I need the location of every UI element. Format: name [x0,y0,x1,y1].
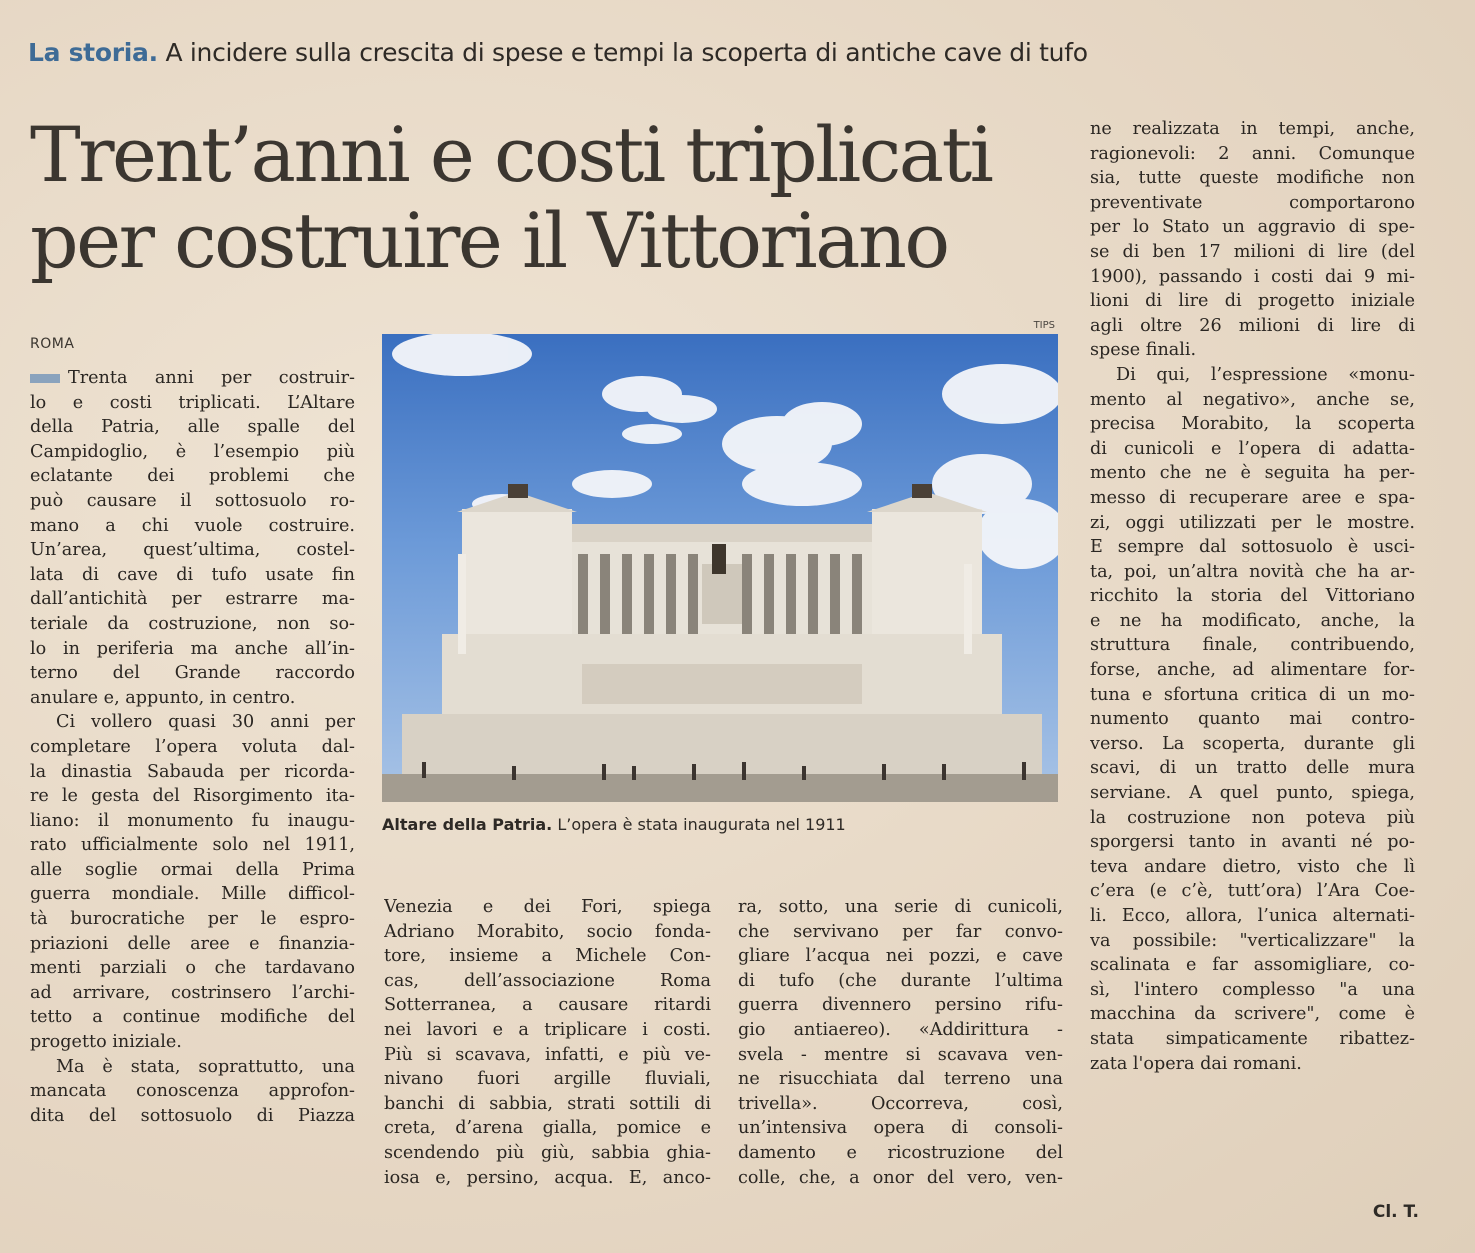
column-line: della Patria, alle spalle del [30,417,355,438]
column-line: nivano fuori argille fluviali, [384,1069,711,1090]
caption-text: L’opera è stata inaugurata nel 1911 [557,815,846,834]
column-line: sporgersi tanto in avanti né po- [1090,832,1415,853]
kicker-text: A incidere sulla crescita di spese e tempi la scoperta di antiche cave di tufo [165,38,1088,67]
column-line: gio antiaereo). «Addirittura - [738,1019,1063,1040]
column-line: mento che ne è seguita ha per- [1090,463,1415,484]
column-line: Un’area, quest’ultima, costel- [30,540,355,561]
column-line: teriale da costruzione, non so- [30,613,355,634]
column-line: progetto iniziale. [30,1032,182,1053]
column-line: E sempre dal sottosuolo è usci- [1090,537,1415,558]
column-line: c’era (e c’è, tutt’ora) l’Ara Coe- [1090,881,1415,902]
column-line: Trenta anni per costruir- [30,366,355,391]
column-line: dita del sottosuolo di Piazza [30,1105,355,1126]
monument [382,484,1058,802]
caption-title: Altare della Patria. [382,815,553,834]
article-column-4 [1090,117,1415,1076]
article-column-1 [30,366,355,1128]
column-line: struttura finale, contribuendo, [1090,635,1415,656]
author-signature: Cl. T. [1372,1202,1419,1222]
column-line: di cunicoli e l’opera di adatta- [1090,438,1415,459]
column-line: banchi di sabbia, strati sottili di [384,1093,711,1114]
column-line: 1900), passando i costi dai 9 mi- [1090,266,1415,287]
column-line: trivella». Occorreva, così, [738,1093,1063,1114]
column-line: Sotterranea, a causare ritardi [384,995,711,1016]
column-line: può causare il sottosuolo ro- [30,490,355,511]
column-line: ne realizzata in tempi, anche, [1090,119,1415,139]
column-line: liano: il monumento fu inaugu- [30,810,355,831]
column-line: guerra mondiale. Mille difficol- [30,884,355,905]
column-line: Di qui, l’espressione «monu- [1116,364,1415,385]
column-line: tuna e sfortuna critica di un mo- [1090,684,1415,705]
column-line: spese finali. [1090,340,1197,361]
column-line: mancata conoscenza approfon- [30,1081,355,1102]
column-line: ricchito la storia del Vittoriano [1090,586,1415,607]
photo-credit: TIPS [1033,320,1055,331]
column-line: ra, sotto, una serie di cunicoli, [738,897,1063,917]
column-line: Ci vollero quasi 30 anni per [56,712,355,733]
paragraph-marker [30,374,60,383]
headline-line-1: Trent’anni e costi triplicati [30,110,992,199]
column-line: re le gesta del Risorgimento ita- [30,786,355,807]
column-line: ragionevoli: 2 anni. Comunque [1090,143,1415,164]
column-line: lo in periferia ma anche all’in- [30,638,355,659]
headline [30,112,1070,284]
column-line: tà burocratiche per le espro- [30,909,355,930]
column-line: verso. La scoperta, durante gli [1090,733,1415,754]
column-line: preventivate comportarono [1090,192,1415,213]
column-line: teva andare dietro, visto che lì [1090,856,1415,877]
column-line: nei lavori e a triplicare i costi. [384,1019,711,1040]
column-line: scendendo più giù, sabbia ghia- [384,1142,711,1163]
column-line: va possibile: "verticalizzare" la [1090,930,1415,951]
column-line: se di ben 17 milioni di lire (del [1090,241,1415,262]
column-line: Venezia e dei Fori, spiega [384,897,711,917]
column-line: cas, dell’associazione Roma [384,970,711,991]
column-line: un’intensiva opera di consoli- [738,1118,1063,1139]
column-line: Campidoglio, è l’esempio più [30,441,355,462]
column-line: forse, anche, ad alimentare for- [1090,660,1415,681]
column-line: anulare e, appunto, in centro. [30,687,296,708]
column-line: scavi, di un tratto delle mura [1090,758,1415,779]
column-line: lo e costi triplicati. L’Altare [30,392,355,413]
column-line: iosa e, persino, acqua. E, anco- [384,1167,711,1188]
headline-line-2: per costruire il Vittoriano [30,196,948,285]
column-line: numento quanto mai contro- [1090,709,1415,730]
column-line: completare l’opera voluta dal- [30,736,355,757]
column-line: lioni di lire di progetto iniziale [1090,291,1415,312]
column-line: sia, tutte queste modifiche non [1090,168,1415,189]
column-line: zata l'opera dai romani. [1090,1053,1302,1074]
column-line: alle soglie ormai della Prima [30,859,355,880]
column-line: creta, d’arena gialla, pomice e [384,1118,711,1139]
column-line: damento e ricostruzione del [738,1142,1063,1163]
column-line: guerra divennero persino rifu- [738,995,1063,1016]
column-line: colle, che, a onor del vero, ven- [738,1167,1063,1188]
column-line: di tufo (che durante l’ultima [738,970,1063,991]
column-line: tetto a continue modifiche del [30,1007,355,1028]
vittoriano-illustration [382,334,1058,802]
column-line: ne risucchiata dal terreno una [738,1069,1063,1090]
column-line: per lo Stato un aggravio di spe- [1090,217,1415,238]
column-line: menti parziali o che tardavano [30,958,355,979]
column-line: che servivano per far convo- [738,921,1063,942]
kicker-label: La storia. [28,38,158,67]
column-line: mento al negativo», anche se, [1090,389,1415,410]
column-line: e ne ha modificato, anche, la [1090,610,1415,631]
column-line: svela - mentre si scavava ven- [738,1044,1063,1065]
column-line: zi, oggi utilizzati per le mostre. [1090,512,1415,533]
photo-caption [382,815,1062,834]
kicker [28,38,1088,67]
article-column-3 [738,895,1063,1190]
column-line: agli oltre 26 milioni di lire di [1090,315,1415,336]
column-line: Adriano Morabito, socio fonda- [384,921,711,942]
column-line: scalinata e far assomigliare, co- [1090,955,1415,976]
column-line: priazioni delle aree e finanzia- [30,933,355,954]
column-line: Più si scavava, infatti, e più ve- [384,1044,711,1065]
column-line: messo di recuperare aree e spa- [1090,487,1415,508]
column-line: serviane. A quel punto, spiega, [1090,783,1415,804]
column-line: rato ufficialmente solo nel 1911, [30,835,355,856]
article-column-2 [384,895,711,1190]
column-line: eclatante dei problemi che [30,466,355,487]
column-line: dall’antichità per estrarre ma- [30,589,355,610]
column-line: la costruzione non poteva più [1090,807,1415,828]
column-line: macchina da scrivere", come è [1090,1004,1415,1025]
column-line: terno del Grande raccordo [30,663,355,684]
column-line: sì, l'intero complesso "a una [1090,979,1415,1000]
column-line: mano a chi vuole costruire. [30,515,355,536]
column-line: ta, poi, un’altra novità che ha ar- [1090,561,1415,582]
dateline: ROMA [30,336,75,352]
column-line: li. Ecco, allora, l’unica alternati- [1090,906,1415,926]
column-line: gliare l’acqua nei pozzi, e cave [738,946,1063,967]
column-line: lata di cave di tufo usate fin [30,564,355,585]
column-line: Ma è stata, soprattutto, una [56,1056,355,1077]
column-line: tore, insieme a Michele Con- [384,946,711,967]
column-line: la dinastia Sabauda per ricorda- [30,761,355,782]
column-line: ad arrivare, costrinsero l’archi- [30,982,355,1003]
column-line: precisa Morabito, la scoperta [1090,414,1415,435]
column-line: stata simpaticamente ribattez- [1090,1028,1415,1049]
monument-photo [382,334,1058,802]
